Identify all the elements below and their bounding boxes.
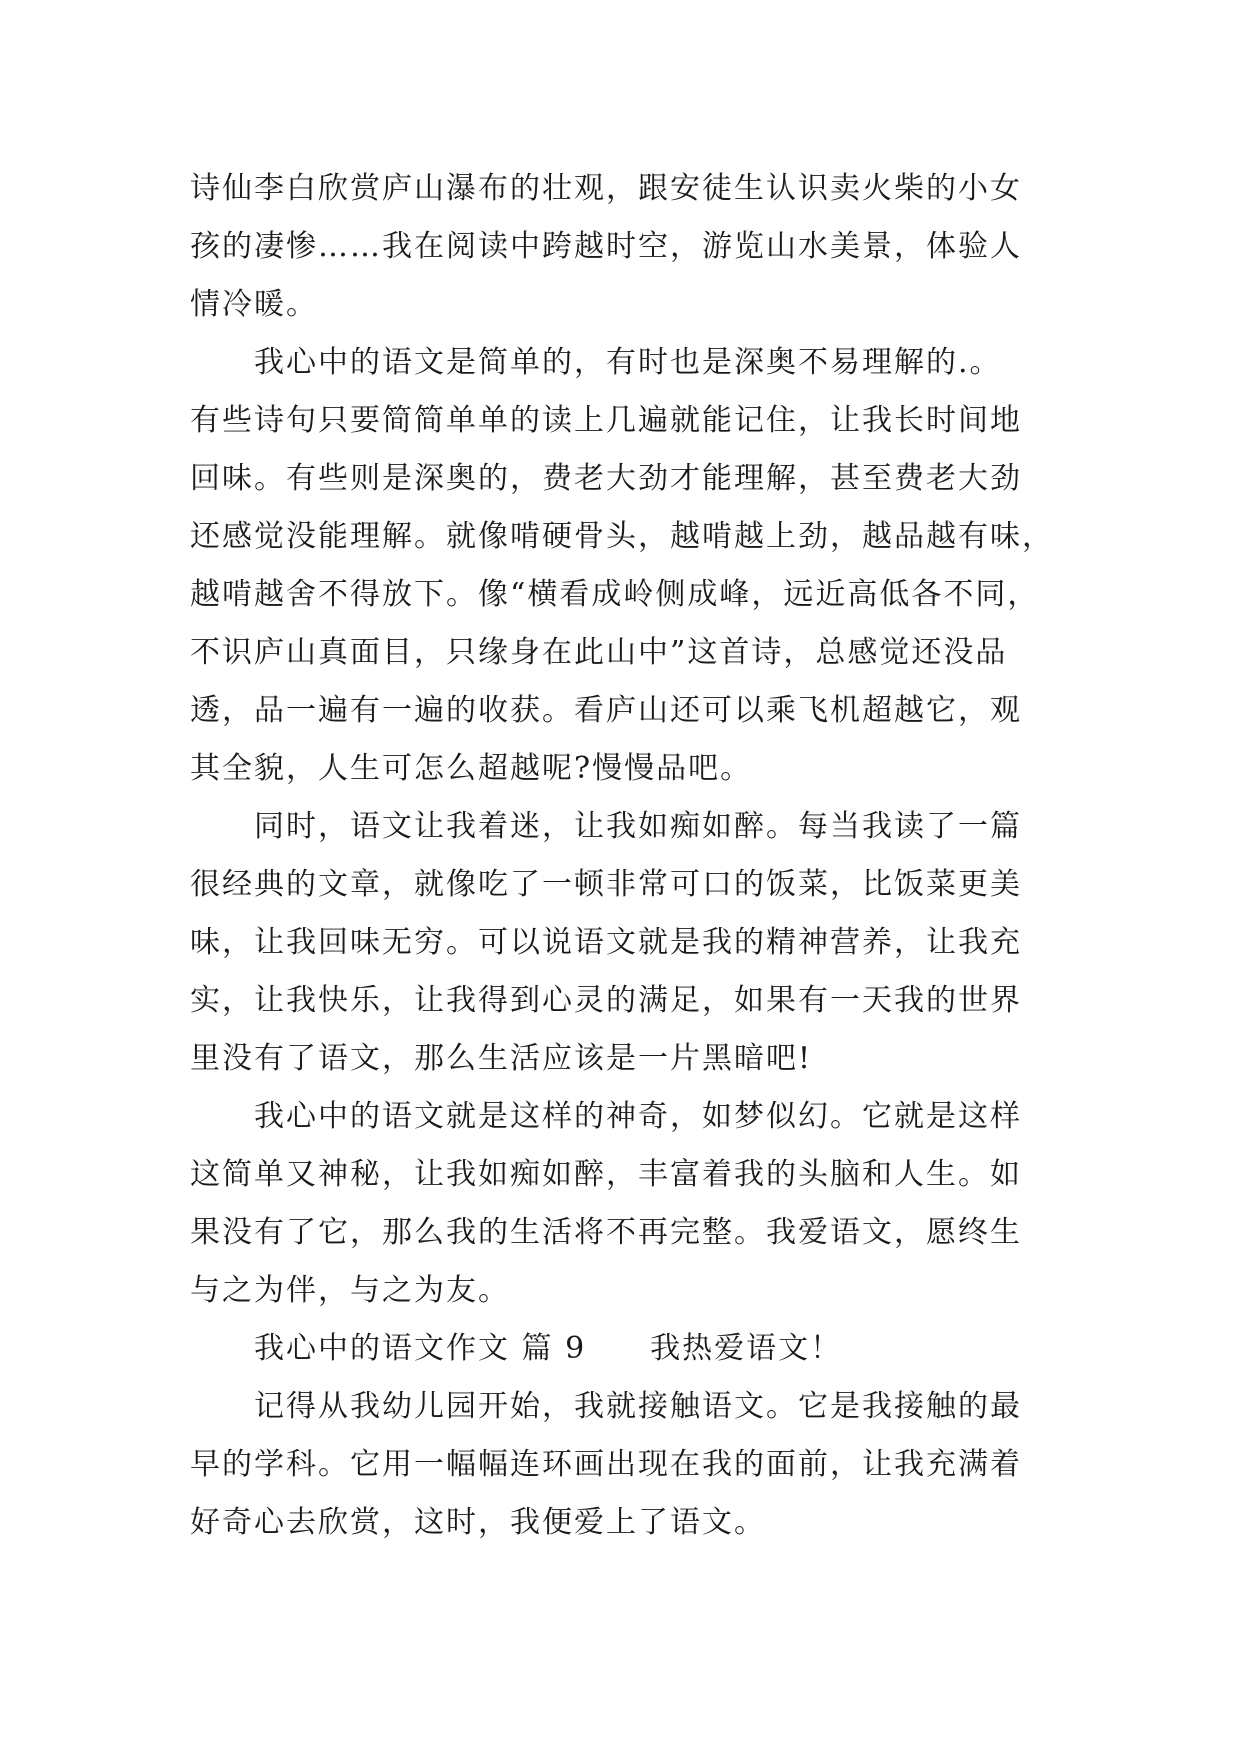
text-line: 越啃越舍不得放下。像“横看成岭侧成峰，远近高低各不同， xyxy=(190,577,1040,612)
text-line: 我心中的语文是简单的，有时也是深奥不易理解的.。 xyxy=(254,345,1002,380)
text-line: 回味。有些则是深奥的，费老大劲才能理解，甚至费老大劲 xyxy=(190,461,1022,496)
text-line: 透，品一遍有一遍的收获。看庐山还可以乘飞机超越它，观 xyxy=(190,693,1022,728)
text-line: 早的学科。它用一幅幅连环画出现在我的面前，让我充满着 xyxy=(190,1447,1022,1482)
text-line: 好奇心去欣赏，这时，我便爱上了语文。 xyxy=(190,1505,766,1540)
text-line: 诗仙李白欣赏庐山瀑布的壮观，跟安徒生认识卖火柴的小女 xyxy=(190,171,1022,206)
text-line: 味，让我回味无穷。可以说语文就是我的精神营养，让我充 xyxy=(190,925,1022,960)
text-line: 实，让我快乐，让我得到心灵的满足，如果有一天我的世界 xyxy=(190,983,1022,1018)
text-line: 情冷暖。 xyxy=(190,287,318,322)
text-line: 里没有了语文，那么生活应该是一片黑暗吧! xyxy=(190,1041,813,1076)
text-line: 我心中的语文就是这样的神奇，如梦似幻。它就是这样 xyxy=(254,1099,1022,1134)
text-line: 还感觉没能理解。就像啃硬骨头，越啃越上劲，越品越有味， xyxy=(190,519,1054,554)
text-line: 这简单又神秘，让我如痴如醉，丰富着我的头脑和人生。如 xyxy=(190,1157,1022,1192)
text-line: 很经典的文章，就像吃了一顿非常可口的饭菜，比饭菜更美 xyxy=(190,867,1022,902)
text-line: 记得从我幼儿园开始，我就接触语文。它是我接触的最 xyxy=(254,1389,1022,1424)
text-line: 不识庐山真面目，只缘身在此山中”这首诗，总感觉还没品 xyxy=(190,635,1008,670)
text-line: 与之为伴，与之为友。 xyxy=(190,1273,510,1308)
text-line: 果没有了它，那么我的生活将不再完整。我爱语文，愿终生 xyxy=(190,1215,1022,1250)
text-line: 我心中的语文作文 篇 9 我热爱语文！ xyxy=(254,1331,843,1366)
text-line: 其全貌，人生可怎么超越呢?慢慢品吧。 xyxy=(190,751,753,786)
essay-body xyxy=(190,160,1060,1552)
text-line: 同时，语文让我着迷，让我如痴如醉。每当我读了一篇 xyxy=(254,809,1022,844)
text-line: 孩的凄惨……我在阅读中跨越时空，游览山水美景，体验人 xyxy=(190,229,1022,264)
text-line: 有些诗句只要简简单单的读上几遍就能记住，让我长时间地 xyxy=(190,403,1022,438)
